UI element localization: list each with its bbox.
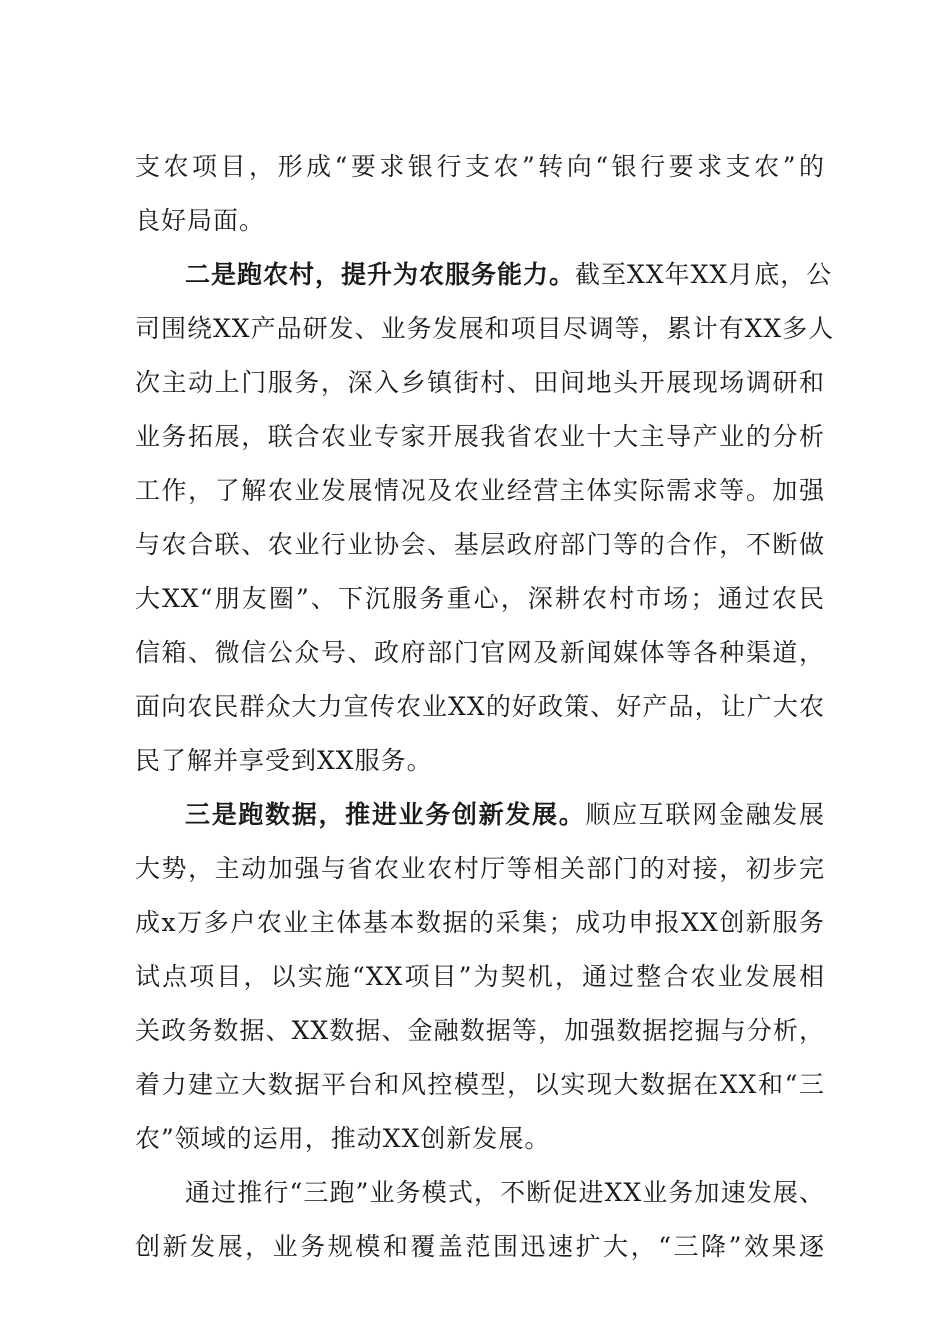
paragraph-first-line — [135, 248, 833, 302]
text-line: 关政务数据、XX数据、金融数据等，加强数据挖掘与分析， — [135, 1016, 825, 1045]
section-heading: 三是跑数据，推进业务创新发展。 — [185, 800, 586, 829]
text-line: 司围绕XX产品研发、业务发展和项目尽调等，累计有XX多人 — [135, 314, 835, 343]
text-line: 支农项目，形成“要求银行支农”转向“银行要求支农”的 — [135, 152, 825, 181]
text-line: 民了解并享受到XX服务。 — [135, 746, 433, 775]
text-run: 顺应互联网金融发展 — [585, 800, 825, 829]
text-line: 面向农民群众大力宣传农业XX的好政策、好产品，让广大农 — [135, 692, 825, 721]
text-line: 试点项目，以实施“XX项目”为契机，通过整合农业发展相 — [135, 962, 825, 991]
text-line: 大势，主动加强与省农业农村厅等相关部门的对接，初步完 — [135, 854, 825, 883]
text-line: 成x万多户农业主体基本数据的采集；成功申报XX创新服务 — [135, 908, 825, 937]
text-line: 大XX“朋友圈”、下沉服务重心，深耕农村市场；通过农民 — [135, 584, 825, 613]
body-text — [135, 140, 835, 1274]
text-line: 农”领域的运用，推动XX创新发展。 — [135, 1124, 551, 1153]
text-line: 信箱、微信公众号、政府部门官网及新闻媒体等各种渠道， — [135, 638, 825, 667]
text-line: 创新发展，业务规模和覆盖范围迅速扩大，“三降”效果逐 — [135, 1232, 825, 1261]
text-line: 与农合联、农业行业协会、基层政府部门等的合作，不断做 — [135, 530, 825, 559]
text-run: 截至XX年XX月底，公 — [575, 260, 833, 289]
text-line: 着力建立大数据平台和风控模型，以实现大数据在XX和“三 — [135, 1070, 825, 1099]
section-heading: 二是跑农村，提升为农服务能力。 — [185, 260, 576, 289]
text-line: 次主动上门服务，深入乡镇街村、田间地头开展现场调研和 — [135, 368, 825, 397]
text-line: 业务拓展，联合农业专家开展我省农业十大主导产业的分析 — [135, 422, 825, 451]
paragraph-first-line — [135, 788, 825, 842]
text-line: 良好局面。 — [135, 206, 266, 235]
text-line: 工作，了解农业发展情况及农业经营主体实际需求等。加强 — [135, 476, 825, 505]
paragraph-first-line: 通过推行“三跑”业务模式，不断促进XX业务加速发展、 — [185, 1178, 825, 1207]
